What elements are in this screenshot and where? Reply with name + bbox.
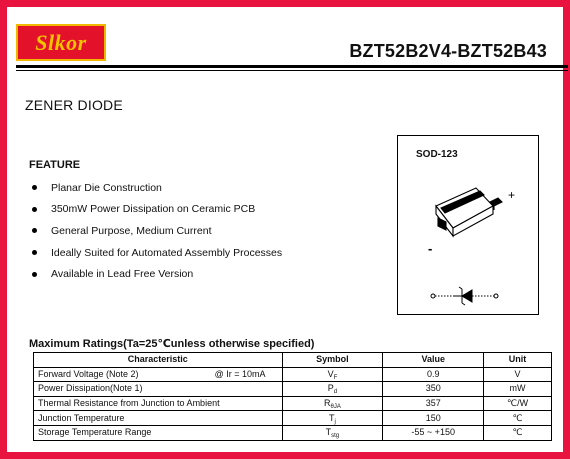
package-diagram-box — [397, 135, 539, 315]
column-header: Symbol — [282, 353, 383, 368]
table-row — [34, 367, 552, 382]
part-number-title: BZT52B2V4-BZT52B43 — [349, 41, 547, 61]
feature-heading: FEATURE — [29, 159, 81, 171]
table-row — [34, 425, 552, 440]
symbol-cell: R — [323, 398, 331, 409]
unit-cell: mW — [484, 382, 552, 397]
bullet-icon — [32, 207, 37, 212]
unit-cell: ℃ — [484, 411, 552, 426]
characteristic-cell: Storage Temperature Range — [38, 427, 152, 438]
document-title: ZENER DIODE — [25, 97, 123, 113]
table-header-row — [34, 353, 552, 368]
package-drawing — [398, 136, 540, 316]
feature-item: Planar Die Construction — [29, 177, 282, 199]
brand-logo — [16, 24, 106, 61]
bullet-icon — [32, 185, 37, 190]
symbol-cell: T — [325, 427, 332, 438]
zener-diode-symbol-icon — [431, 287, 498, 305]
symbol-cell: V — [327, 368, 334, 379]
column-header: Characteristic — [34, 353, 283, 368]
feature-list — [29, 177, 282, 285]
unit-cell: V — [484, 367, 552, 382]
max-ratings-table — [33, 352, 552, 441]
symbol-subscript: θJA — [330, 404, 341, 411]
feature-item: General Purpose, Medium Current — [29, 220, 282, 242]
sod123-body-icon — [436, 188, 502, 236]
header-rule-thin — [16, 70, 568, 71]
symbol-cell: P — [327, 383, 334, 394]
symbol-subscript: d — [333, 389, 338, 396]
symbol-subscript: stg — [331, 433, 340, 440]
minus-label: - — [428, 241, 433, 256]
feature-item: Ideally Suited for Automated Assembly Processes — [29, 242, 282, 264]
table-row — [34, 411, 552, 426]
plus-label: + — [508, 188, 516, 202]
table-row — [34, 396, 552, 411]
value-cell: 357 — [383, 396, 484, 411]
feature-item: 350mW Power Dissipation on Ceramic PCB — [29, 199, 282, 221]
table-row — [34, 382, 552, 397]
characteristic-cell: Forward Voltage (Note 2) — [38, 368, 139, 379]
value-cell: -55 ~ +150 — [383, 425, 484, 440]
logo-text: Slkor — [35, 29, 87, 55]
condition-cell: @ Ir = 10mA — [214, 368, 266, 379]
characteristic-cell: Power Dissipation(Note 1) — [38, 383, 143, 394]
characteristic-cell: Thermal Resistance from Junction to Ambient — [38, 398, 220, 409]
value-cell: 0.9 — [383, 367, 484, 382]
value-cell: 350 — [383, 382, 484, 397]
column-header: Value — [383, 353, 484, 368]
bullet-icon — [32, 228, 37, 233]
symbol-subscript: j — [334, 418, 336, 425]
column-header: Unit — [484, 353, 552, 368]
bullet-icon — [32, 272, 37, 277]
symbol-cell: T — [328, 412, 335, 423]
header-rule — [16, 65, 568, 68]
ratings-heading: Maximum Ratings(Ta=25℃unless otherwise specified) — [29, 338, 315, 350]
characteristic-cell: Junction Temperature — [38, 412, 125, 423]
bullet-icon — [32, 250, 37, 255]
package-label: SOD-123 — [416, 149, 458, 160]
symbol-subscript: F — [333, 374, 338, 381]
unit-cell: ℃/W — [484, 396, 552, 411]
value-cell: 150 — [383, 411, 484, 426]
unit-cell: ℃ — [484, 425, 552, 440]
feature-item: Available in Lead Free Version — [29, 263, 282, 285]
